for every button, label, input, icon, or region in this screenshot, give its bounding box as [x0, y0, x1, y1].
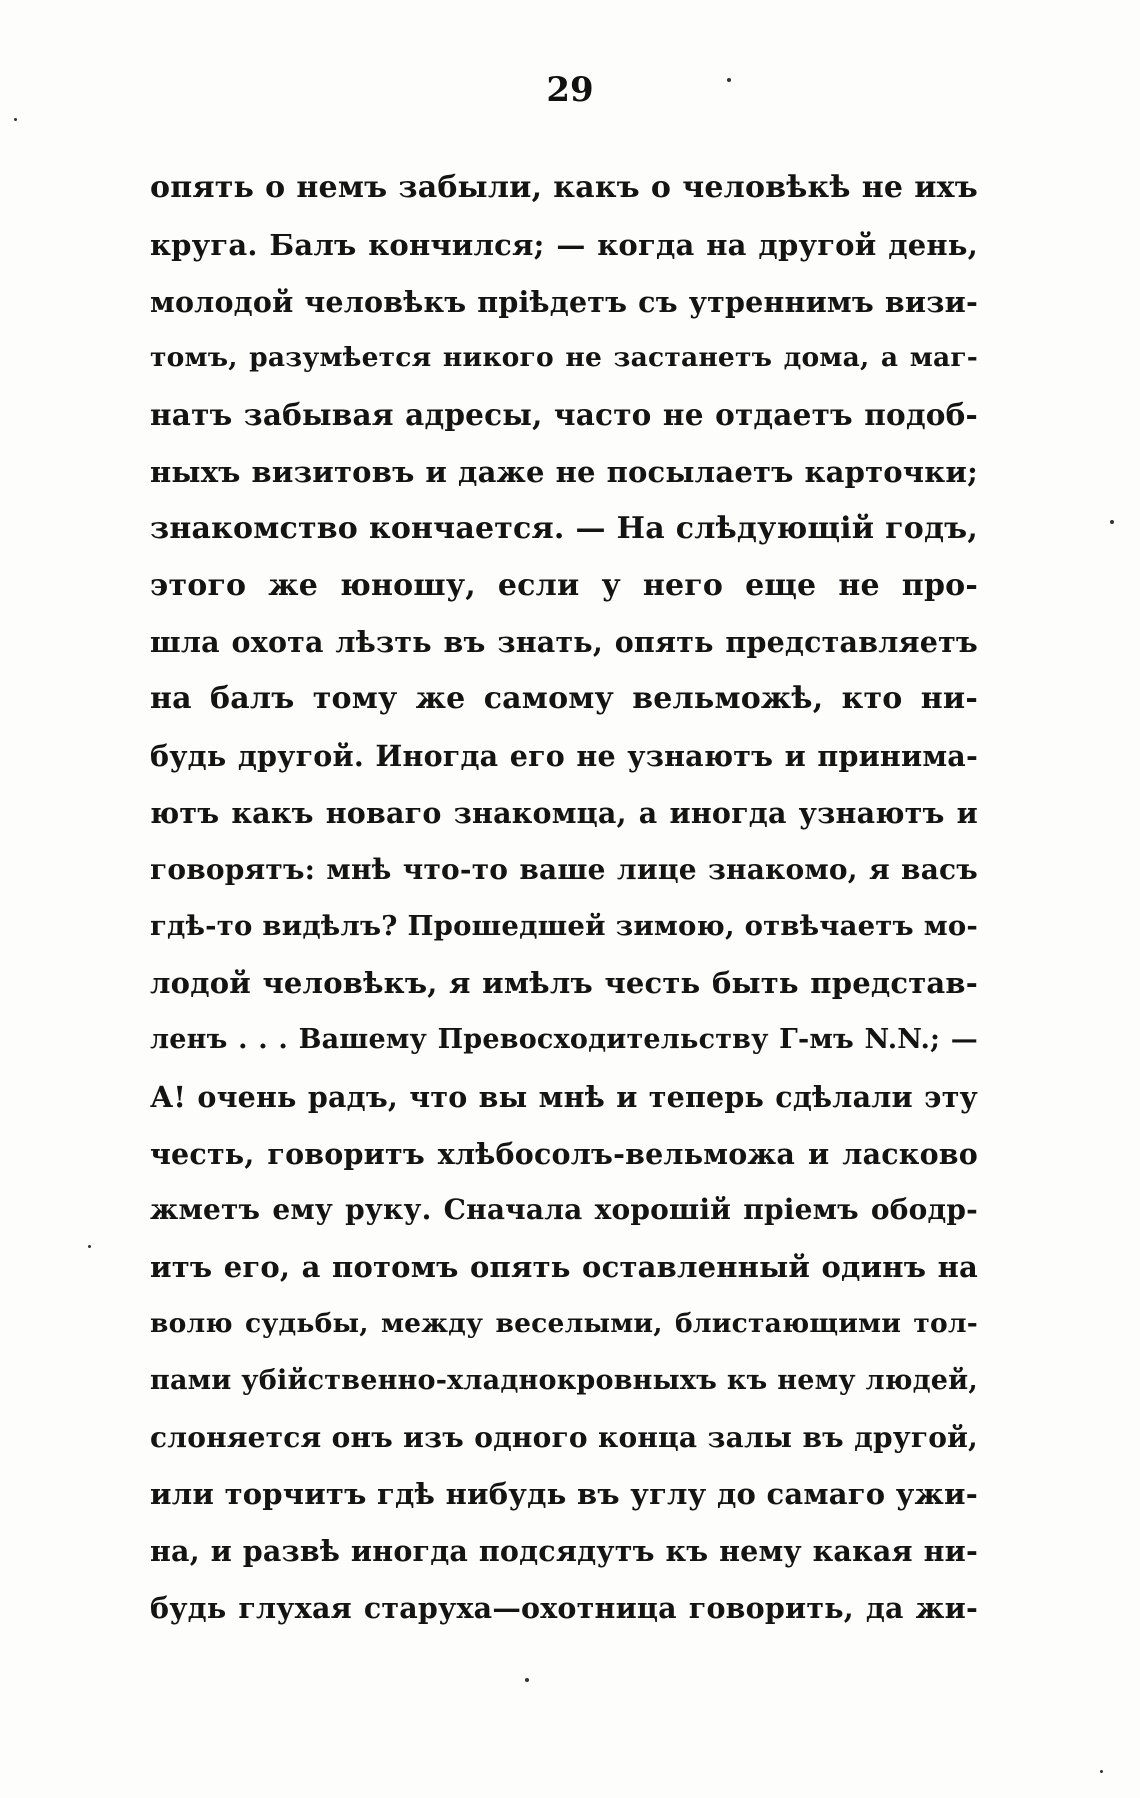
text-line: лодой человѣкъ, я имѣлъ честь быть представ- [150, 966, 978, 1001]
text-line: ныхъ визитовъ и даже не посылаетъ карточки; [150, 454, 978, 489]
text-line: опять о немъ забыли, какъ о человѣкѣ не ихъ [150, 170, 978, 205]
text-line: честь, говоритъ хлѣбосолъ-вельможа и ласково [150, 1136, 978, 1171]
scan-speck [525, 1678, 529, 1682]
text-line: на, и развѣ иногда подсядутъ къ нему какая ни- [150, 1534, 978, 1569]
text-line: А! очень радъ, что вы мнѣ и теперь сдѣлали эту [150, 1079, 978, 1114]
text-line: шла охота лѣзть въ знать, опять представляетъ [150, 625, 978, 660]
text-line: круга. Балъ кончился; — когда на другой день, [150, 227, 978, 262]
text-line: слоняется онъ изъ одного конца залы въ другой, [150, 1420, 978, 1454]
text-line: знакомство кончается. — На слѣдующій годъ, [150, 510, 978, 546]
text-line: ленъ . . . Вашему Превосходительству Г-мъ N.N.; — [150, 1023, 978, 1055]
scan-speck [14, 118, 17, 121]
text-line: гдѣ-то видѣлъ? Прошедшей зимою, отвѣчаетъ мо- [150, 910, 978, 943]
text-line: пами убійственно-хладнокровныхъ къ нему людей, [150, 1364, 978, 1396]
text-line: итъ его, а потомъ опять оставленный одинъ на [150, 1250, 978, 1285]
text-line: молодой человѣкъ пріѣдетъ съ утреннимъ визи- [150, 284, 978, 319]
text-line: волю судьбы, между веселыми, блистающими тол- [150, 1307, 978, 1339]
text-line: этого же юношу, если у него еще не про- [150, 567, 978, 603]
scan-speck [1100, 1770, 1103, 1773]
text-line: будь глухая старуха—охотница говорить, да жи- [150, 1590, 978, 1625]
text-line: жметъ ему руку. Сначала хорошій пріемъ ободр- [150, 1193, 978, 1227]
text-line: натъ забывая адресы, часто не отдаетъ подоб- [150, 397, 978, 433]
text-line: на балъ тому же самому вельможѣ, кто ни- [150, 681, 978, 717]
page-number: 29 [546, 70, 594, 110]
text-line: говорятъ: мнѣ что-то ваше лице знакомо, я васъ [150, 852, 978, 886]
text-line: или торчитъ гдѣ нибудь въ углу до самаго ужи- [150, 1477, 978, 1512]
text-line: будь другой. Иногда его не узнаютъ и принима- [150, 738, 978, 773]
text-line: ютъ какъ новаго знакомца, а иногда узнаютъ и [150, 795, 978, 830]
text-line: томъ, разумѣется никого не застанетъ дома, а маг- [150, 342, 978, 374]
scan-speck [88, 1245, 91, 1248]
scan-speck [727, 78, 731, 82]
body-text [150, 160, 978, 1637]
scan-speck [1110, 520, 1114, 524]
